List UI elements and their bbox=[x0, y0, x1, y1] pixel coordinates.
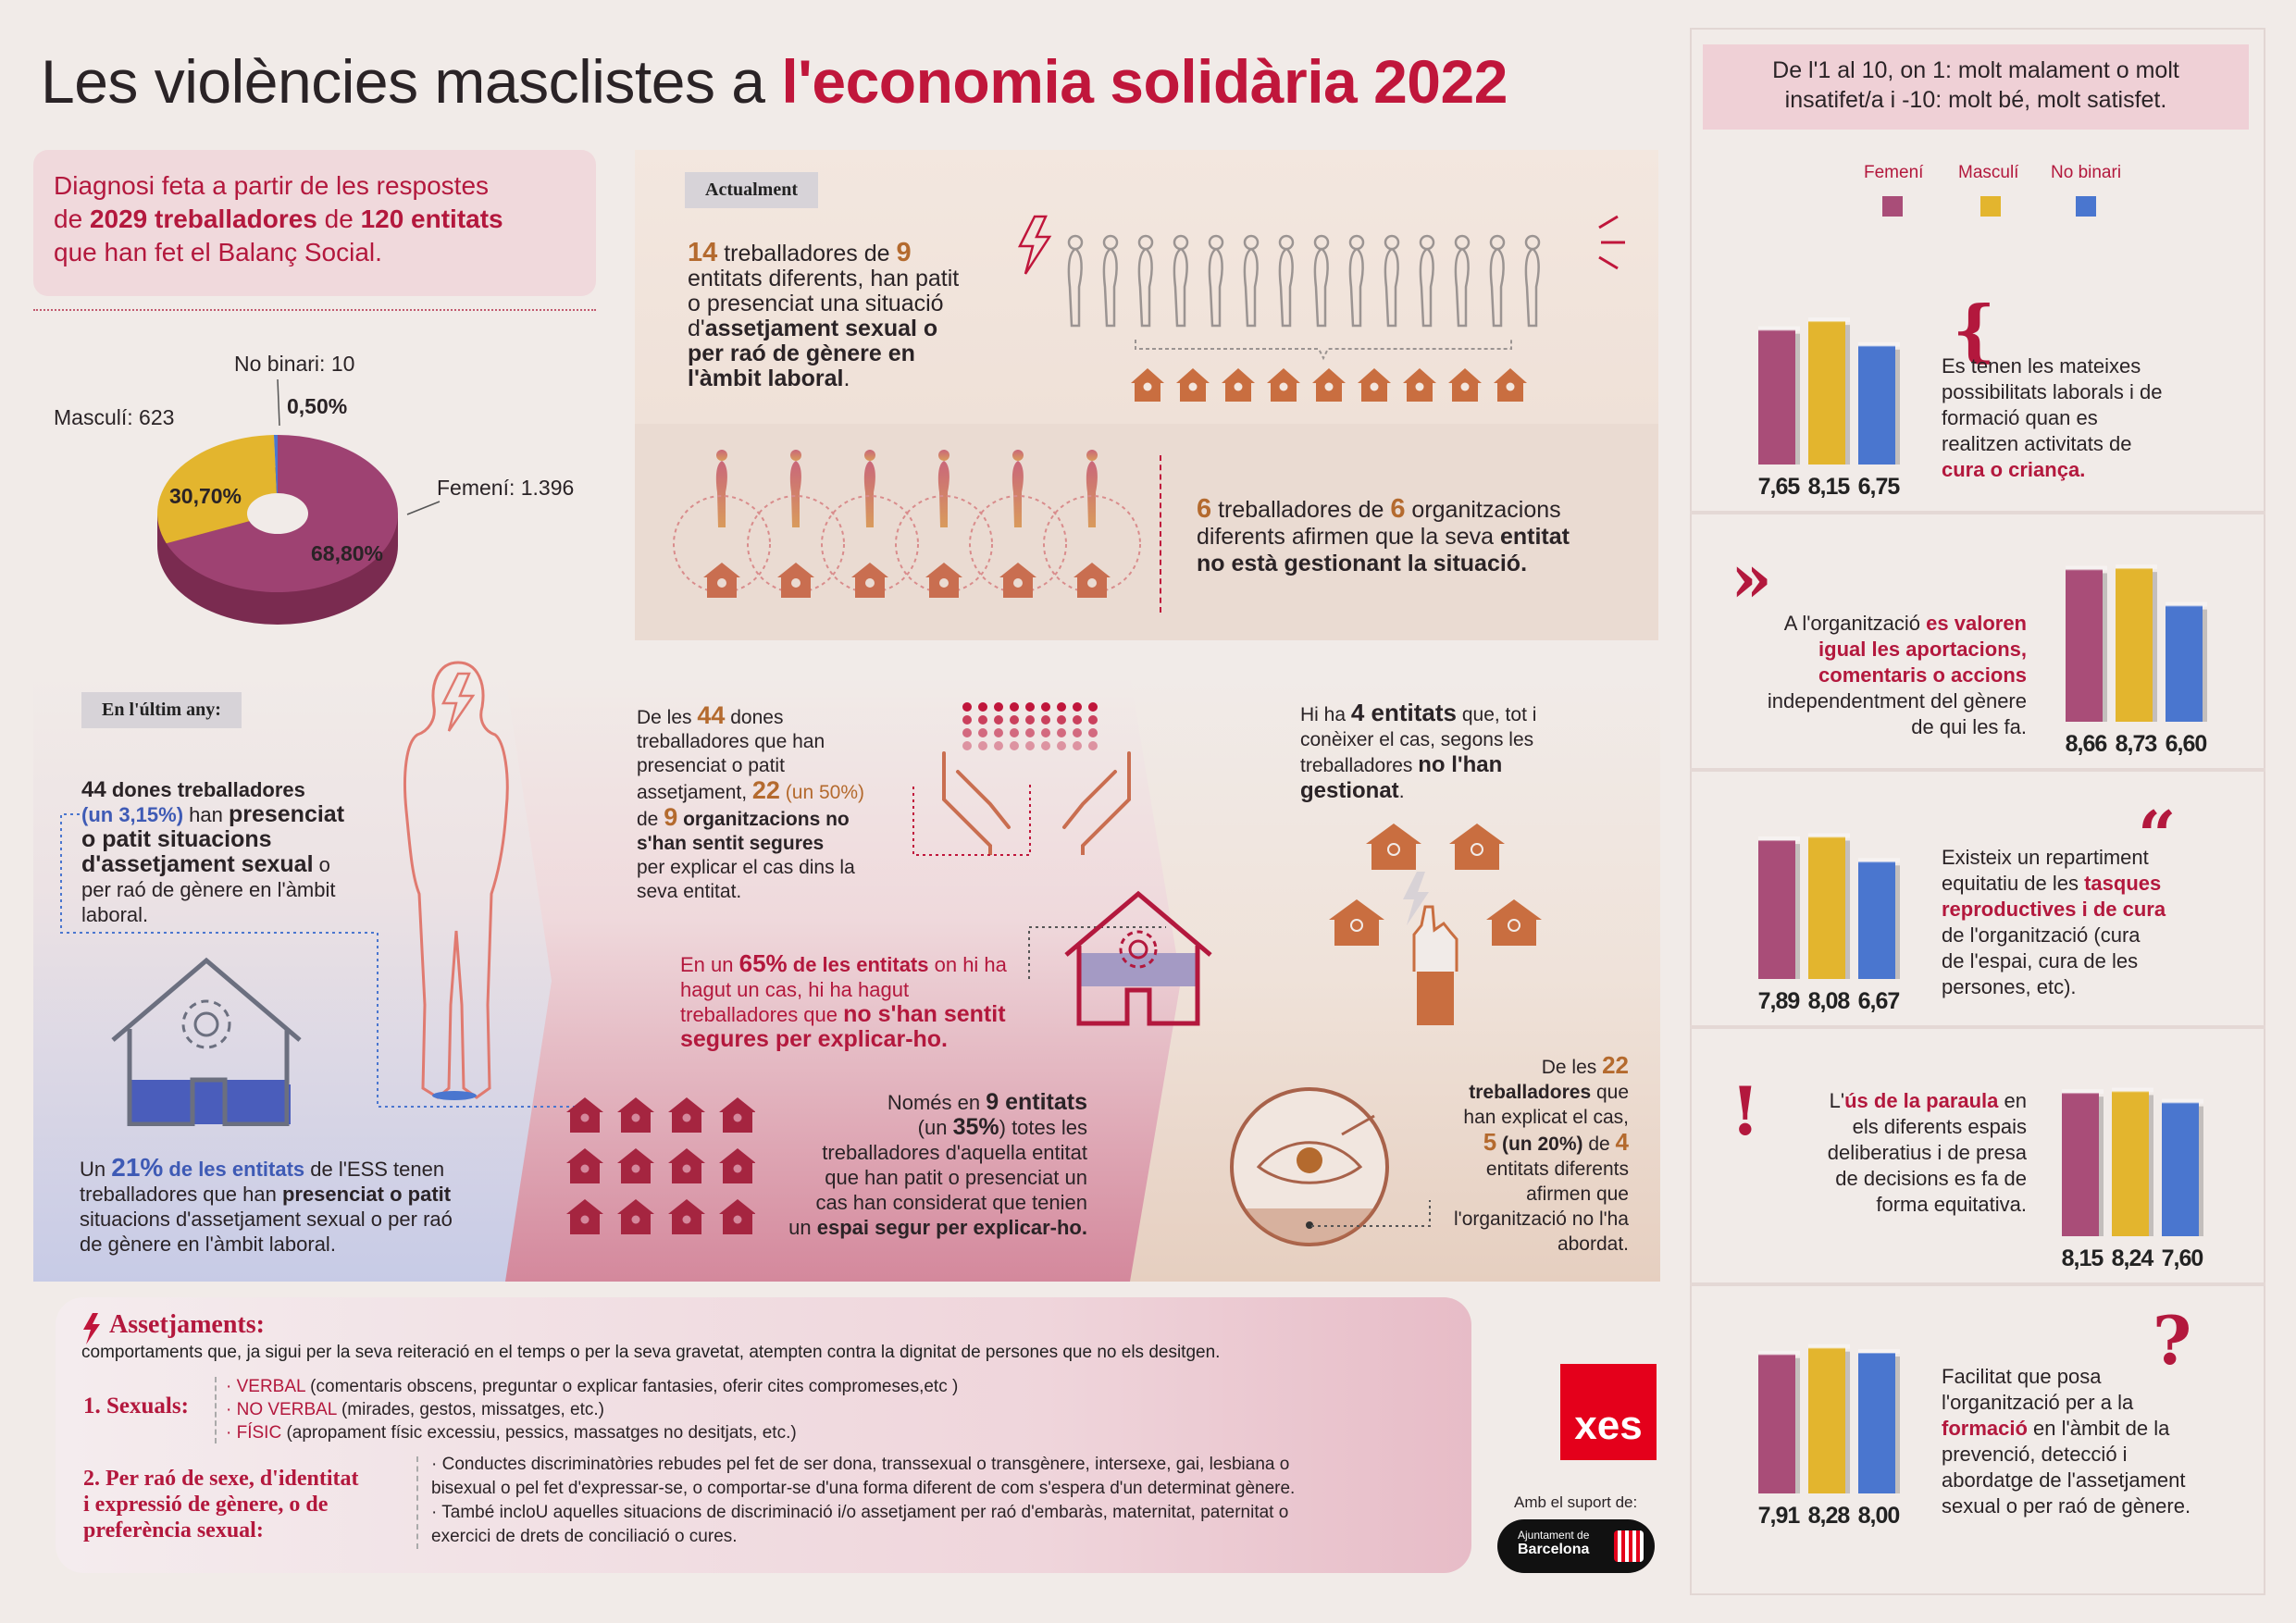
heart-dot bbox=[1010, 728, 1019, 737]
bar-value-label: 8,73 bbox=[2115, 731, 2157, 757]
heart-dot bbox=[1057, 741, 1066, 750]
bar-value-label: 8,28 bbox=[1807, 1503, 1850, 1529]
heart-dot bbox=[1057, 728, 1066, 737]
bar-top bbox=[2112, 1087, 2153, 1092]
heart-dot bbox=[1088, 702, 1098, 712]
chart-separator bbox=[1690, 1282, 2265, 1286]
bar-shade bbox=[2103, 573, 2107, 722]
houses-grid-12 bbox=[566, 1097, 755, 1236]
bar-value-label: 8,66 bbox=[2065, 731, 2107, 757]
chart-separator bbox=[1690, 1025, 2265, 1029]
bar-value-label: 7,89 bbox=[1757, 988, 1800, 1014]
ultim-p2: Un 21% de les entitats de l'ESS tenen treballadores que han presenciat o patit situacions d'assetjament sexual o per raó de gènere en l'àmbit laboral. bbox=[80, 1153, 453, 1256]
heart-dot bbox=[1025, 715, 1035, 725]
heart-dot bbox=[962, 728, 972, 737]
title-part1: Les violències masclistes a bbox=[41, 47, 782, 116]
bar-no-binari bbox=[2166, 606, 2203, 722]
bar-shade bbox=[1895, 350, 1900, 465]
bar-top bbox=[2162, 1099, 2203, 1104]
heart-dot bbox=[1073, 702, 1082, 712]
bar-chart-2 bbox=[2056, 537, 2223, 759]
house-gear-purple bbox=[1064, 888, 1212, 1027]
bar-chart-5 bbox=[1749, 1308, 1916, 1530]
heart-dot bbox=[1057, 715, 1066, 725]
ajuntament-logo: Ajuntament de Barcelona bbox=[1497, 1519, 1655, 1573]
bar-shade bbox=[1795, 334, 1800, 465]
bar-masculí bbox=[1808, 1348, 1845, 1493]
pie-label-femeni: Femení: 1.396 bbox=[437, 476, 575, 500]
question-icon: “ bbox=[2138, 796, 2177, 874]
sexuals-item-verbal: · VERBAL (comentaris obscens, preguntar o explicar fantasies, oferir cites compromeses,etc ) bbox=[226, 1377, 959, 1396]
question-line: Facilitat que posa bbox=[1942, 1365, 2102, 1388]
heart-dot bbox=[1057, 702, 1066, 712]
bar-top bbox=[1808, 317, 1850, 322]
heart-dot bbox=[1010, 741, 1019, 750]
actualment-divider bbox=[1160, 455, 1161, 613]
question-line: prevenció, detecció i bbox=[1942, 1443, 2128, 1466]
bar-shade bbox=[1795, 1358, 1800, 1493]
bar-value-label: 7,65 bbox=[1757, 474, 1800, 500]
definitions-desc: comportaments que, ja sigui per la seva reiteració en el temps o per la seva gravetat, atempten contra la dignitat de persones que no els desitgen. bbox=[81, 1343, 1221, 1362]
heart-dot bbox=[1041, 741, 1050, 750]
heart-dot bbox=[994, 728, 1003, 737]
bar-shade bbox=[2099, 1096, 2104, 1236]
question-text bbox=[1942, 845, 2256, 1000]
question-text bbox=[1712, 611, 2027, 740]
pie-leader-lines bbox=[268, 370, 453, 527]
bar-top bbox=[1808, 833, 1850, 837]
sexuals-list bbox=[226, 1375, 958, 1444]
support-text: Amb el suport de: bbox=[1514, 1493, 1638, 1511]
bar-femení bbox=[1758, 330, 1795, 465]
bar-femení bbox=[2066, 569, 2103, 722]
actualment-text-1: 14 treballadores de 9 entitats diferents, han patit o presenciat una situació d'assetjament sexual o per raó de gènere en l'àmbit laboral. bbox=[688, 238, 960, 391]
heart-dot bbox=[994, 741, 1003, 750]
raosexe-divider bbox=[416, 1456, 418, 1549]
question-line: els diferents espais bbox=[1852, 1115, 2027, 1138]
tag-ultim-any: En l'últim any: bbox=[81, 692, 242, 728]
bar-value-label: 7,60 bbox=[2161, 1245, 2203, 1271]
question-icon: ? bbox=[2153, 1301, 2192, 1380]
bar-top bbox=[2166, 602, 2207, 607]
heart-dot bbox=[1088, 728, 1098, 737]
bar-top bbox=[1808, 1344, 1850, 1349]
bar-chart-4 bbox=[2053, 1051, 2219, 1273]
heart-dot bbox=[1041, 702, 1050, 712]
figures-houses-6 bbox=[662, 442, 1143, 618]
bar-chart-3 bbox=[1749, 794, 1916, 1016]
question-line: realitzen activitats de bbox=[1942, 432, 2132, 455]
bar-chart-1 bbox=[1749, 279, 1916, 502]
bar-no-binari bbox=[2162, 1103, 2199, 1236]
bar-shade bbox=[2199, 1107, 2203, 1236]
bar-masculí bbox=[1808, 836, 1845, 979]
bar-no-binari bbox=[1858, 346, 1895, 465]
bar-top bbox=[1858, 858, 1900, 862]
bar-femení bbox=[1758, 840, 1795, 979]
bar-value-label: 8,15 bbox=[2061, 1245, 2104, 1271]
bar-shade bbox=[1845, 840, 1850, 979]
question-line: reproductives i de cura bbox=[1942, 898, 2166, 921]
heart-dot bbox=[1073, 728, 1082, 737]
question-line: L'ús de la paraula en bbox=[1829, 1089, 2027, 1112]
question-line: persones, etc). bbox=[1942, 975, 2077, 998]
heart-dot bbox=[1088, 741, 1098, 750]
heart-dot bbox=[1025, 728, 1035, 737]
heart-dot bbox=[1025, 741, 1035, 750]
ultim-p3: De les 44 dones treballadores que han presenciat o patit assetjament, 22 (un 50%) de 9 organitzacions no s'han sentit segures per explicar el cas dins la seva entitat. bbox=[637, 701, 864, 902]
tag-actualment: Actualment bbox=[685, 172, 818, 208]
scale-text: De l'1 al 10, on 1: molt malament o molt insatifet/a i -10: molt bé, molt satisfet. bbox=[1772, 57, 2179, 113]
bar-shade bbox=[1845, 325, 1850, 465]
sexuals-divider bbox=[215, 1377, 217, 1443]
xes-logo: xes bbox=[1560, 1364, 1657, 1460]
chart-separator bbox=[1690, 768, 2265, 772]
question-line: de l'espai, cura de les bbox=[1942, 949, 2139, 973]
heart-dot bbox=[1010, 702, 1019, 712]
bar-value-label: 8,00 bbox=[1857, 1503, 1900, 1529]
question-line: cura o criança. bbox=[1942, 458, 2086, 481]
heart-dot bbox=[1073, 741, 1082, 750]
definitions-lightning-icon bbox=[81, 1312, 102, 1345]
bar-shade bbox=[1895, 1357, 1900, 1493]
heart-dot bbox=[1041, 715, 1050, 725]
question-text bbox=[1712, 1088, 2027, 1218]
legend-swatch-masculi bbox=[1980, 196, 2001, 217]
bar-no-binari bbox=[1858, 861, 1895, 979]
question-text bbox=[1942, 1364, 2256, 1519]
bar-shade bbox=[2149, 1095, 2153, 1236]
question-line: Es tenen les mateixes bbox=[1942, 354, 2141, 378]
question-line: Existeix un repartiment bbox=[1942, 846, 2149, 869]
legend-swatch-femeni bbox=[1882, 196, 1903, 217]
heart-dot bbox=[1010, 715, 1019, 725]
intro-line2: de 2029 treballadores de 120 entitats bbox=[54, 204, 503, 233]
bar-top bbox=[1758, 1351, 1800, 1356]
title-part2: l'economia solidària 2022 bbox=[781, 47, 1508, 116]
bar-value-label: 8,24 bbox=[2111, 1245, 2153, 1271]
heart-dot bbox=[1025, 702, 1035, 712]
question-line: l'organització per a la bbox=[1942, 1391, 2134, 1414]
bar-value-label: 7,91 bbox=[1757, 1503, 1800, 1529]
bar-shade bbox=[1795, 844, 1800, 979]
bar-top bbox=[2116, 564, 2157, 569]
question-line: formació en l'àmbit de la bbox=[1942, 1417, 2170, 1440]
bar-masculí bbox=[2116, 568, 2153, 722]
question-icon: { bbox=[1953, 291, 1996, 369]
ultim-p4: En un 65% de les entitats on hi ha hagut un cas, hi ha hagut treballadores que no s'han sentit segures per explicar-ho. bbox=[680, 949, 1007, 1052]
burst-icon bbox=[1594, 215, 1631, 270]
bar-value-label: 6,75 bbox=[1857, 474, 1900, 500]
question-line: forma equitativa. bbox=[1876, 1193, 2027, 1216]
heart-dot bbox=[1088, 715, 1098, 725]
bar-top bbox=[1858, 342, 1900, 347]
pie-pct-femeni: 68,80% bbox=[311, 541, 384, 565]
figures-row-14 bbox=[1064, 233, 1592, 342]
question-line: de qui les fa. bbox=[1911, 715, 2027, 738]
bar-value-label: 8,15 bbox=[1807, 474, 1850, 500]
raosexe-list: · Conductes discriminatòries rebudes pel fet de ser dona, transsexual o transgènere, intersexe, gai, lesbiana o bisexual o pel fet d'expressar-se, o comportar-se d'una forma diferent de com s'espera d'un determinat gènere. · També incloU aquelles situacions de discriminació i/o assetjament per raó d'embaràs, maternitat, paternitat o exercici de drets de conciliació o cures. bbox=[431, 1455, 1296, 1546]
chart-separator bbox=[1690, 511, 2265, 514]
bar-value-label: 6,60 bbox=[2165, 731, 2207, 757]
pie-pct-masculi: 30,70% bbox=[169, 484, 242, 508]
bar-shade bbox=[1895, 865, 1900, 979]
bar-shade bbox=[2203, 610, 2207, 722]
question-icon: » bbox=[1731, 539, 1772, 617]
heart-dot bbox=[978, 741, 987, 750]
pie-pct-nobinari: 0,50% bbox=[287, 394, 348, 418]
actualment-text-2: 6 treballadores de 6 organitzacions diferents afirmen que la seva entitat no està gestionant la situació. bbox=[1197, 494, 1570, 576]
heart-dot bbox=[1041, 728, 1050, 737]
raosexe-label: 2. Per raó de sexe, d'identitat i expressió de gènere, o de preferència sexual: bbox=[83, 1467, 359, 1542]
page-title bbox=[41, 46, 1508, 117]
question-line: de decisions es fa de bbox=[1835, 1167, 2027, 1190]
intro-divider bbox=[33, 309, 596, 311]
legend-swatch-nobinari bbox=[2076, 196, 2096, 217]
heart-dot bbox=[978, 728, 987, 737]
ultim-p7: De les 22 treballadores que han explicat el cas, 5 (un 20%) de 4 entitats diferents afirmen que l'organització no l'ha abordat. bbox=[1454, 1051, 1629, 1255]
legend bbox=[1851, 163, 2128, 228]
sexuals-item-noverbal: · NO VERBAL (mirades, gestos, missatges, etc.) bbox=[226, 1400, 604, 1419]
question-line: possibilitats laborals i de bbox=[1942, 380, 2163, 403]
bar-top bbox=[2062, 1089, 2104, 1094]
pie-label-masculi: Masculí: 623 bbox=[54, 405, 175, 429]
houses-hand-icon bbox=[1329, 814, 1551, 1027]
bar-top bbox=[1858, 1349, 1900, 1354]
bar-no-binari bbox=[1858, 1353, 1895, 1493]
intro-line3: que han fet el Balanç Social. bbox=[54, 238, 382, 266]
question-icon: ! bbox=[1731, 1072, 1760, 1150]
pie-label-nobinari: No binari: 10 bbox=[234, 352, 355, 376]
bar-top bbox=[2066, 565, 2107, 570]
heart-dot bbox=[978, 702, 987, 712]
bar-shade bbox=[2153, 572, 2157, 722]
sexuals-item-fisic: · FÍSIC (apropament físic excessiu, pessics, massatges no desitjats, etc.) bbox=[226, 1423, 797, 1443]
intro-line1: Diagnosi feta a partir de les respostes bbox=[54, 171, 490, 200]
question-line: comentaris o accions bbox=[1818, 663, 2027, 687]
bar-masculí bbox=[2112, 1091, 2149, 1236]
heart-dot bbox=[962, 702, 972, 712]
bar-top bbox=[1758, 327, 1800, 331]
question-text bbox=[1942, 353, 2256, 483]
question-line: abordatge de l'assetjament bbox=[1942, 1468, 2186, 1492]
intro-text bbox=[54, 169, 590, 269]
bracket-line bbox=[1134, 338, 1513, 362]
heart-dot bbox=[1073, 715, 1082, 725]
ultim-p6: Hi ha 4 entitats que, tot i conèixer el cas, segons les treballadores no l'han gestionat. bbox=[1300, 699, 1537, 803]
heart-dot bbox=[962, 741, 972, 750]
sexuals-label: 1. Sexuals: bbox=[83, 1394, 189, 1419]
houses-row-9 bbox=[1131, 368, 1531, 405]
bar-top bbox=[1758, 836, 1800, 841]
legend-nobinari: No binari bbox=[2051, 163, 2122, 182]
question-line: A l'organització es valoren bbox=[1783, 612, 2027, 635]
question-line: formació quan es bbox=[1942, 406, 2098, 429]
bar-shade bbox=[1845, 1352, 1850, 1493]
heart-dot bbox=[994, 715, 1003, 725]
question-line: independentment del gènere bbox=[1767, 689, 2027, 712]
heart-dot bbox=[994, 702, 1003, 712]
ultim-p1: 44 dones treballadores (un 3,15%) han presenciat o patit situacions d'assetjament sexual o per raó de gènere en l'àmbit laboral. bbox=[81, 777, 345, 926]
question-line: equitatiu de les tasques bbox=[1942, 872, 2162, 895]
house-gear-blue bbox=[109, 955, 304, 1126]
bar-masculí bbox=[1808, 321, 1845, 465]
question-line: igual les aportacions, bbox=[1818, 638, 2027, 661]
bar-femení bbox=[1758, 1355, 1795, 1493]
bar-value-label: 6,67 bbox=[1857, 988, 1900, 1014]
bar-value-label: 8,08 bbox=[1807, 988, 1850, 1014]
heart-dot bbox=[978, 715, 987, 725]
question-line: sexual o per raó de gènere. bbox=[1942, 1494, 2191, 1518]
legend-femeni: Femení bbox=[1864, 163, 1924, 182]
ultim-p5: Només en 9 entitats (un 35%) totes les treballadores d'aquella entitat que han patit o presenciat un cas han considerat que tenien un espai segur per explicar-ho. bbox=[788, 1089, 1087, 1239]
lightning-icon bbox=[1016, 215, 1055, 276]
legend-masculi: Masculí bbox=[1958, 163, 2019, 182]
question-line: de l'organització (cura bbox=[1942, 923, 2141, 947]
bar-femení bbox=[2062, 1093, 2099, 1236]
definitions-title: Assetjaments: bbox=[109, 1310, 265, 1339]
heart-dot bbox=[962, 715, 972, 725]
question-line: deliberatius i de presa bbox=[1827, 1141, 2027, 1164]
